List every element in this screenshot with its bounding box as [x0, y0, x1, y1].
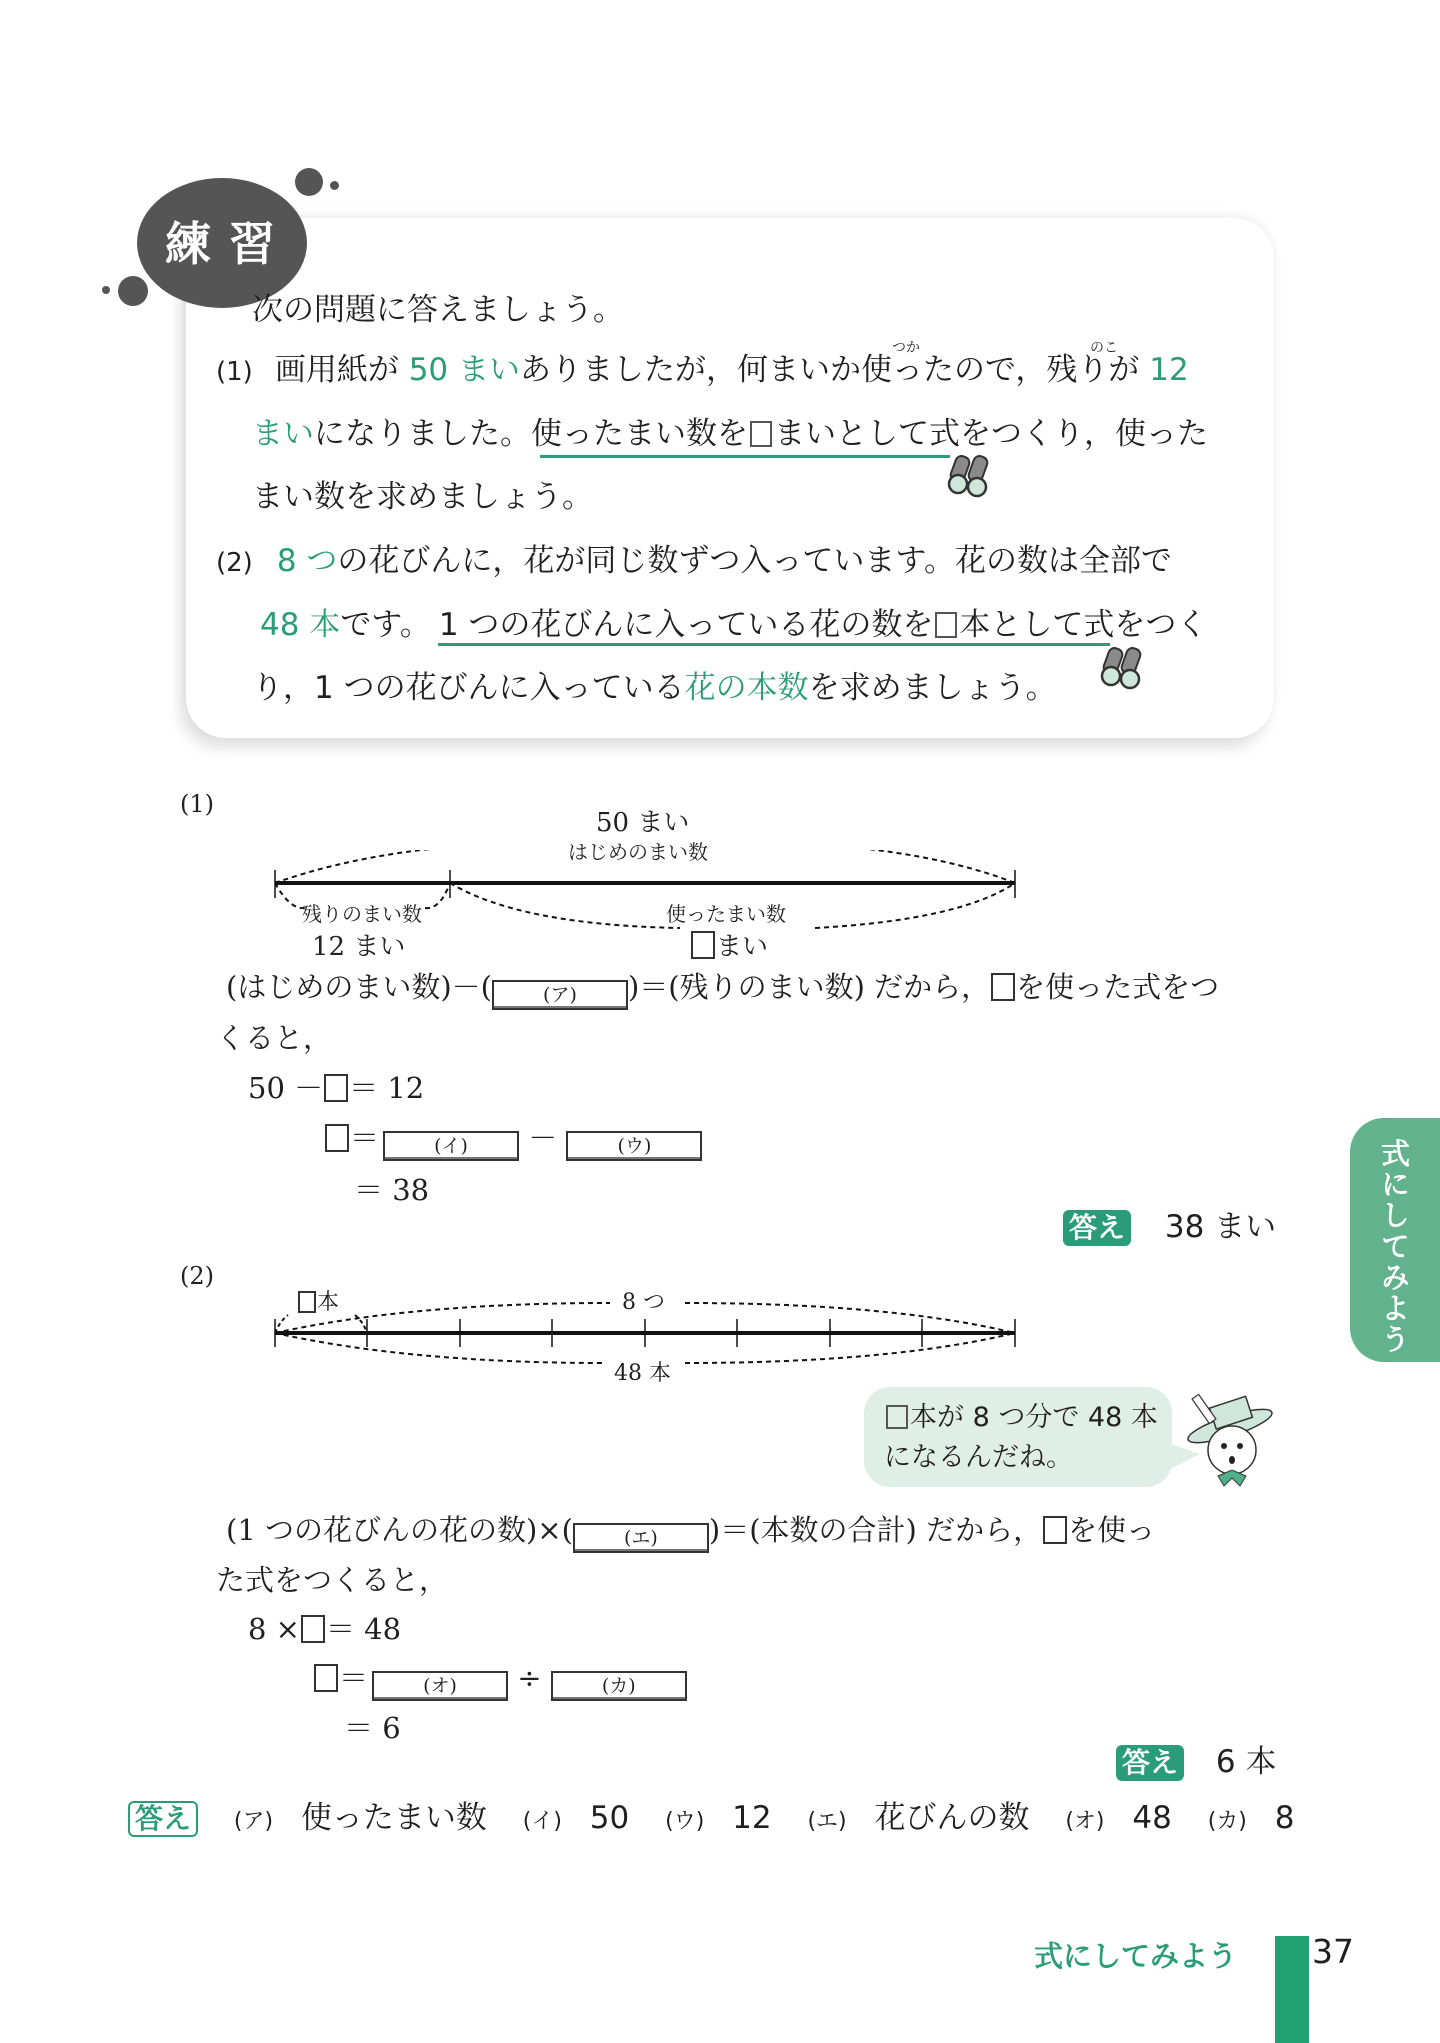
- diagram1-total-label: はじめのまい数: [568, 840, 708, 864]
- solution1-number: (1): [180, 790, 214, 818]
- q2-line2: 48 本です。 1 つの花びんに入っている花の数を 本として式をつく: [260, 607, 1208, 643]
- key-label: (エ): [807, 1809, 847, 1834]
- diagram2-unit-label: 本: [297, 1285, 339, 1316]
- q2-number: (2): [216, 548, 253, 578]
- q2-line1: (2) 8 つの花びんに，花が同じ数ずつ入っています。花の数は全部で: [216, 543, 1172, 579]
- ruby-noko: のこ: [1090, 340, 1118, 356]
- key-label: (ア): [233, 1809, 274, 1834]
- instruction: 次の問題に答えましょう。: [252, 292, 624, 328]
- answer-key-badge: 答え: [128, 1801, 198, 1837]
- badge-dot-left: [118, 276, 148, 306]
- diagram2-count-label: 8 つ: [622, 1290, 665, 1315]
- character-illustration-icon: [1180, 1390, 1280, 1490]
- solution2-eq2: ＝ (オ) ÷ (カ): [313, 1656, 687, 1701]
- answer-key: [128, 1792, 1294, 1837]
- key-label: (カ): [1207, 1809, 1247, 1834]
- chapter-side-tab-label: 式にしてみよう: [1377, 1138, 1411, 1355]
- solution2-sentence: (1 つの花びんの花の数)×( (エ) )＝(本数の合計) だから， を使っ: [226, 1508, 1155, 1553]
- q1-number: (1): [216, 357, 253, 387]
- page-number: 37: [1312, 1932, 1354, 1971]
- q2-underline: [438, 643, 1110, 646]
- solution1-answer: 答え 38 まい: [1063, 1201, 1276, 1246]
- footer-page-bar: [1275, 1936, 1309, 2043]
- key-value: 50: [589, 1800, 630, 1836]
- blank-u: (ウ): [566, 1131, 702, 1161]
- blank-ka: (カ): [551, 1671, 687, 1701]
- blank-square: [691, 931, 715, 959]
- key-value: 12: [732, 1800, 772, 1836]
- blank-square: [1043, 1516, 1067, 1544]
- key-value: 48: [1132, 1800, 1172, 1836]
- q1-line1: (1) 画用紙が 50 まいありましたが，何まいか使ったので，残りが 12: [216, 352, 1189, 388]
- solution2-eq1: 8 × ＝ 48: [248, 1612, 402, 1646]
- practice-badge: 練習: [165, 217, 293, 271]
- diagram1-total-value: 50 まい: [596, 808, 690, 838]
- solution2-answer: 答え 6 本: [1116, 1736, 1276, 1781]
- binoculars-icon: [945, 450, 993, 498]
- solution2-number: (2): [180, 1262, 214, 1290]
- key-label: (イ): [522, 1809, 562, 1834]
- tape-diagram-2: [260, 1295, 1020, 1365]
- blank-square: [750, 421, 772, 447]
- badge-dot-left-small: [102, 286, 110, 294]
- answer-badge: 答え: [1116, 1745, 1184, 1781]
- key-label: (ウ): [665, 1809, 705, 1834]
- blank-i: (イ): [383, 1131, 519, 1161]
- blank-square: [301, 1615, 325, 1643]
- q1-line2: まいになりました。使ったまい数を まいとして式をつくり，使った: [252, 416, 1208, 452]
- blank-o: (オ): [372, 1671, 508, 1701]
- key-value: 使ったまい数: [300, 1800, 487, 1836]
- blank-a: (ア): [492, 980, 628, 1010]
- solution1-sentence: (はじめのまい数)－( (ア) )＝(残りのまい数) だから， を使った式をつ: [226, 965, 1219, 1010]
- q2-line3: り，1 つの花びんに入っている花の本数を求めましょう。: [252, 670, 1057, 706]
- blank-square: [324, 1074, 348, 1102]
- solution1-eq3: ＝ 38: [354, 1173, 430, 1207]
- solution2-sentence-cont: た式をつくると，: [216, 1563, 449, 1597]
- diagram1-right-label: 使ったまい数: [666, 902, 786, 926]
- badge-dot-large: [295, 168, 323, 196]
- solution1-sentence-cont: くると，: [216, 1021, 333, 1055]
- q1-line3: まい数を求めましょう。: [252, 479, 593, 515]
- answer-badge: 答え: [1063, 1210, 1131, 1246]
- blank-e: (エ): [573, 1523, 709, 1553]
- key-value: 8: [1274, 1800, 1295, 1836]
- footer-section-title: 式にしてみよう: [1034, 1939, 1238, 1973]
- speech-bubble-text: 本が 8 つ分で 48 本 になるんだね。: [884, 1402, 1158, 1473]
- key-label: (オ): [1065, 1809, 1105, 1834]
- diagram2-total-label: 48 本: [614, 1361, 671, 1386]
- blank-square: [991, 973, 1015, 1001]
- blank-square: [886, 1405, 908, 1429]
- q1-underline: [540, 455, 950, 458]
- blank-square: [314, 1664, 338, 1692]
- solution1-eq2: ＝ (イ) － (ウ): [324, 1116, 702, 1161]
- diagram1-left-value: 12 まい: [312, 932, 406, 962]
- key-value: 花びんの数: [874, 1800, 1030, 1836]
- diagram1-right-value: まい: [690, 926, 768, 963]
- badge-dot-small: [330, 181, 339, 190]
- diagram1-left-label: 残りのまい数: [302, 902, 422, 926]
- ruby-tsuka: つか: [892, 340, 920, 356]
- blank-square: [935, 612, 957, 638]
- solution2-eq3: ＝ 6: [344, 1711, 401, 1745]
- blank-square: [325, 1124, 349, 1152]
- binoculars-icon: [1098, 642, 1146, 690]
- solution1-eq1: 50 － ＝ 12: [248, 1071, 425, 1105]
